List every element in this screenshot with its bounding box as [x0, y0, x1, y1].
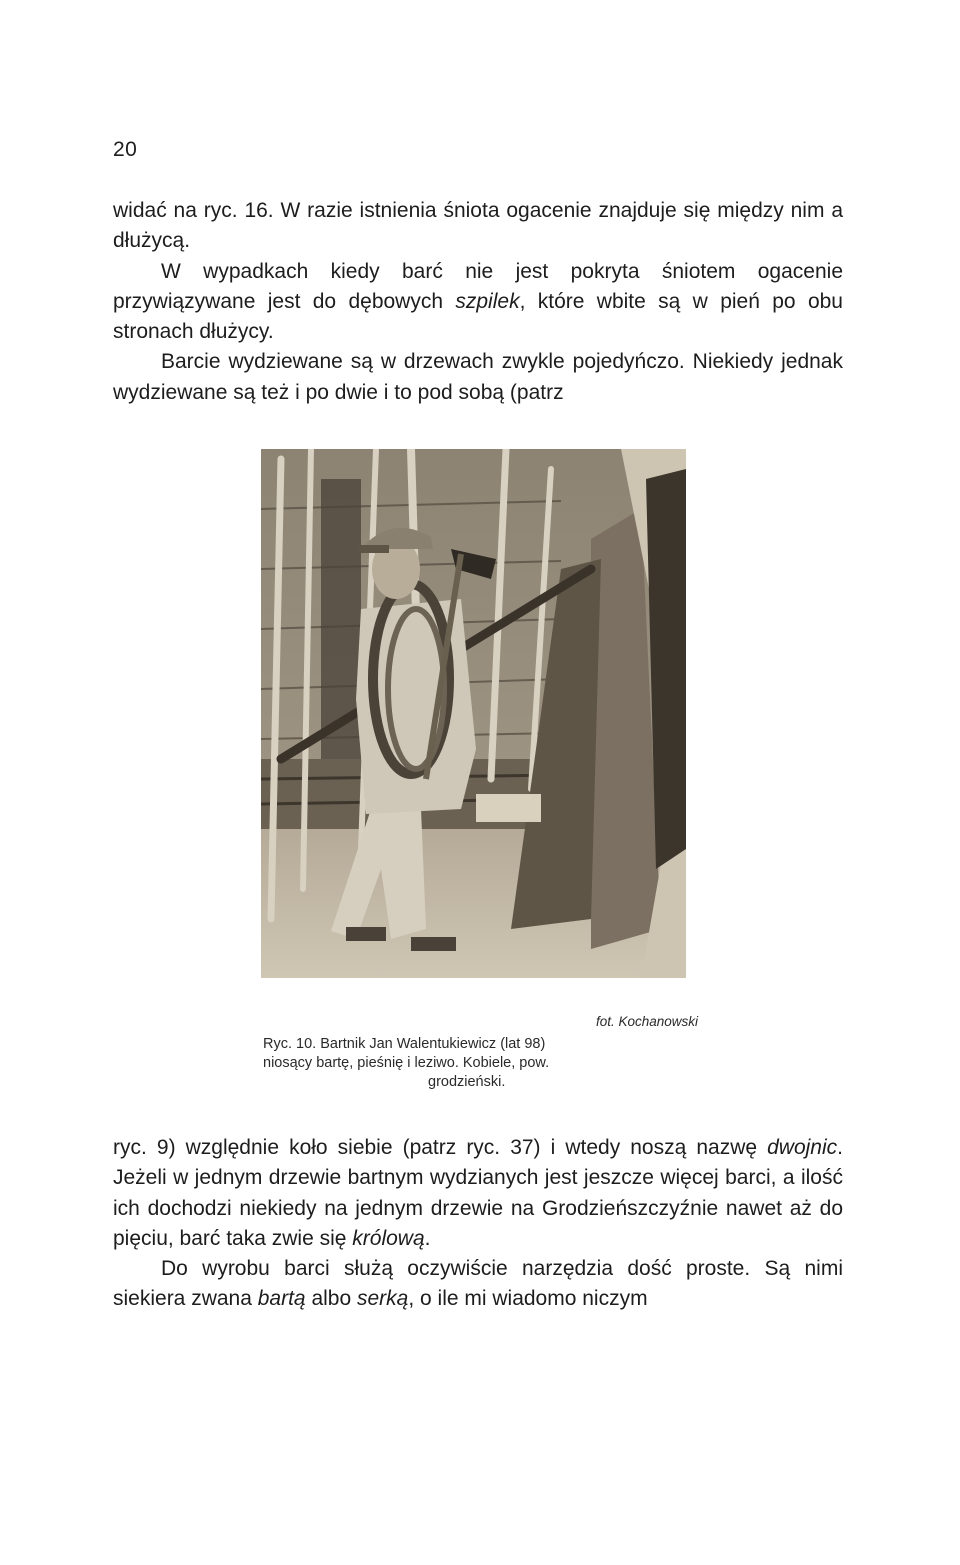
caption-line: Ryc. 10. Bartnik Jan Walentukiewicz (lat 98)	[263, 1036, 546, 1052]
photo-credit: fot. Kochanowski	[595, 1014, 698, 1029]
photograph-drawing	[261, 449, 686, 978]
italic-term: serką	[356, 1287, 409, 1311]
caption-line: niosący bartę, pieśnię i leziwo. Kobiele, pow.	[263, 1055, 550, 1071]
text-run: . Jeżeli w jednym drzewie bartnym wydzianych jest jeszcze więcej barci, a ilość ich dochodzi niekiedy na jednym drzewie na Grodzieńszczyźnie nawet aż do pięciu, barć taka zwie się	[113, 1136, 843, 1250]
caption-line: grodzieński.	[428, 1074, 506, 1090]
text-run: , które wbite są w pień po obu stronach dłużycy.	[113, 289, 843, 344]
italic-term: dwojnic	[767, 1136, 838, 1159]
text-run: albo	[305, 1287, 357, 1311]
italic-term: szpilek	[455, 289, 520, 313]
paragraph	[113, 257, 843, 348]
text-run: widać na ryc. 16. W razie istnienia śniota ogacenie znajduje się między nim a dłużycą.	[113, 199, 843, 253]
page-number: 20	[113, 138, 138, 161]
text-run: .	[424, 1226, 431, 1250]
paragraph	[113, 347, 843, 408]
text-run: ryc. 9) względnie koło siebie (patrz ryc. 37) i wtedy noszą nazwę	[113, 1136, 768, 1159]
figure-caption	[263, 1035, 698, 1092]
text-run: , o ile mi wiadomo niczym	[408, 1287, 648, 1311]
paragraph	[113, 1254, 843, 1315]
text-run: W wypadkach kiedy barć nie jest pokryta śniotem ogacenie przywiązywane jest do dębowych	[113, 259, 843, 313]
text-run: Barcie wydziewane są w drzewach zwykle pojedyńczo. Niekiedy jednak wydziewane są też i po dwie i to pod sobą (patrz	[113, 350, 843, 404]
photograph-beekeeper	[261, 449, 686, 978]
text-run: Do wyrobu barci służą oczywiście narzędzia dość proste. Są nimi siekiera zwana	[113, 1257, 843, 1311]
body-text-bottom	[113, 1133, 843, 1315]
paragraph	[113, 1133, 843, 1254]
italic-term: królową	[352, 1226, 425, 1250]
body-text-top	[113, 196, 843, 408]
italic-term: bartą	[257, 1287, 306, 1311]
paragraph	[113, 196, 843, 257]
